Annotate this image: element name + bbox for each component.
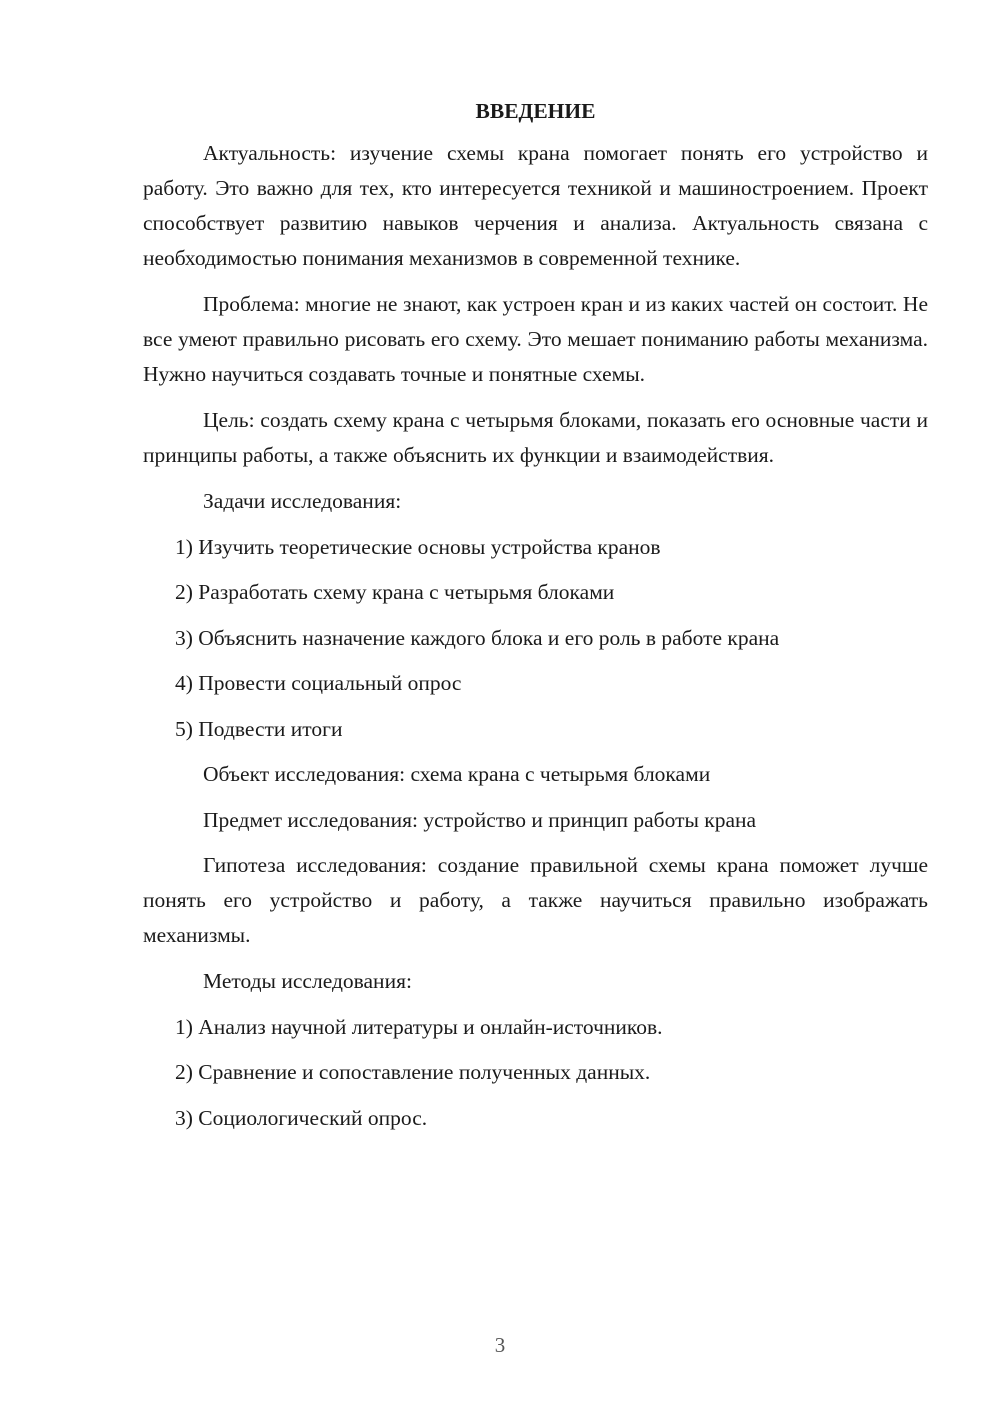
list-item: 4) Провести социальный опрос (175, 671, 462, 695)
page-title: ВВЕДЕНИЕ (475, 99, 596, 123)
problem-paragraph: Проблема: многие не знают, как устроен кран и из каких частей он состоит. Не все умеют правильно рисовать его схему. Это мешает пониманию работы механизма. Нужно научиться создавать точные и понятные схемы. (143, 292, 928, 386)
hypothesis-paragraph: Гипотеза исследования: создание правильной схемы крана поможет лучше понять его устройство и работу, а также научиться правильно изображать механизмы. (143, 853, 928, 947)
list-item: 3) Социологический опрос. (175, 1105, 428, 1130)
tasks-list (143, 530, 928, 747)
object-line: Объект исследования: схема крана с четырьмя блоками (203, 762, 711, 786)
list-item: 2) Разработать схему крана с четырьмя блоками (175, 580, 615, 604)
document-page (143, 96, 928, 1146)
list-item: 1) Изучить теоретические основы устройства кранов (175, 534, 661, 559)
list-item: 1) Анализ научной литературы и онлайн-источников. (175, 1014, 663, 1039)
goal-paragraph: Цель: создать схему крана с четырьмя блоками, показать его основные части и принципы работы, а также объяснить их функции и взаимодействия. (143, 408, 928, 467)
relevance-paragraph: Актуальность: изучение схемы крана помогает понять его устройство и работу. Это важно для тех, кто интересуется техникой и машиностроением. Проект способствует развитию навыков черчения и анализа. Актуальность связана с необходимостью понимания механизмов в современной технике. (143, 141, 928, 270)
methods-label: Методы исследования: (203, 969, 412, 993)
subject-line: Предмет исследования: устройство и принцип работы крана (203, 807, 757, 832)
list-item: 2) Сравнение и сопоставление полученных данных. (175, 1060, 651, 1084)
tasks-label: Задачи исследования: (203, 489, 402, 513)
list-item: 3) Объяснить назначение каждого блока и его роль в работе крана (175, 625, 780, 650)
list-item: 5) Подвести итоги (175, 716, 343, 741)
page-number: 3 (494, 1333, 506, 1357)
methods-list (143, 1010, 928, 1136)
